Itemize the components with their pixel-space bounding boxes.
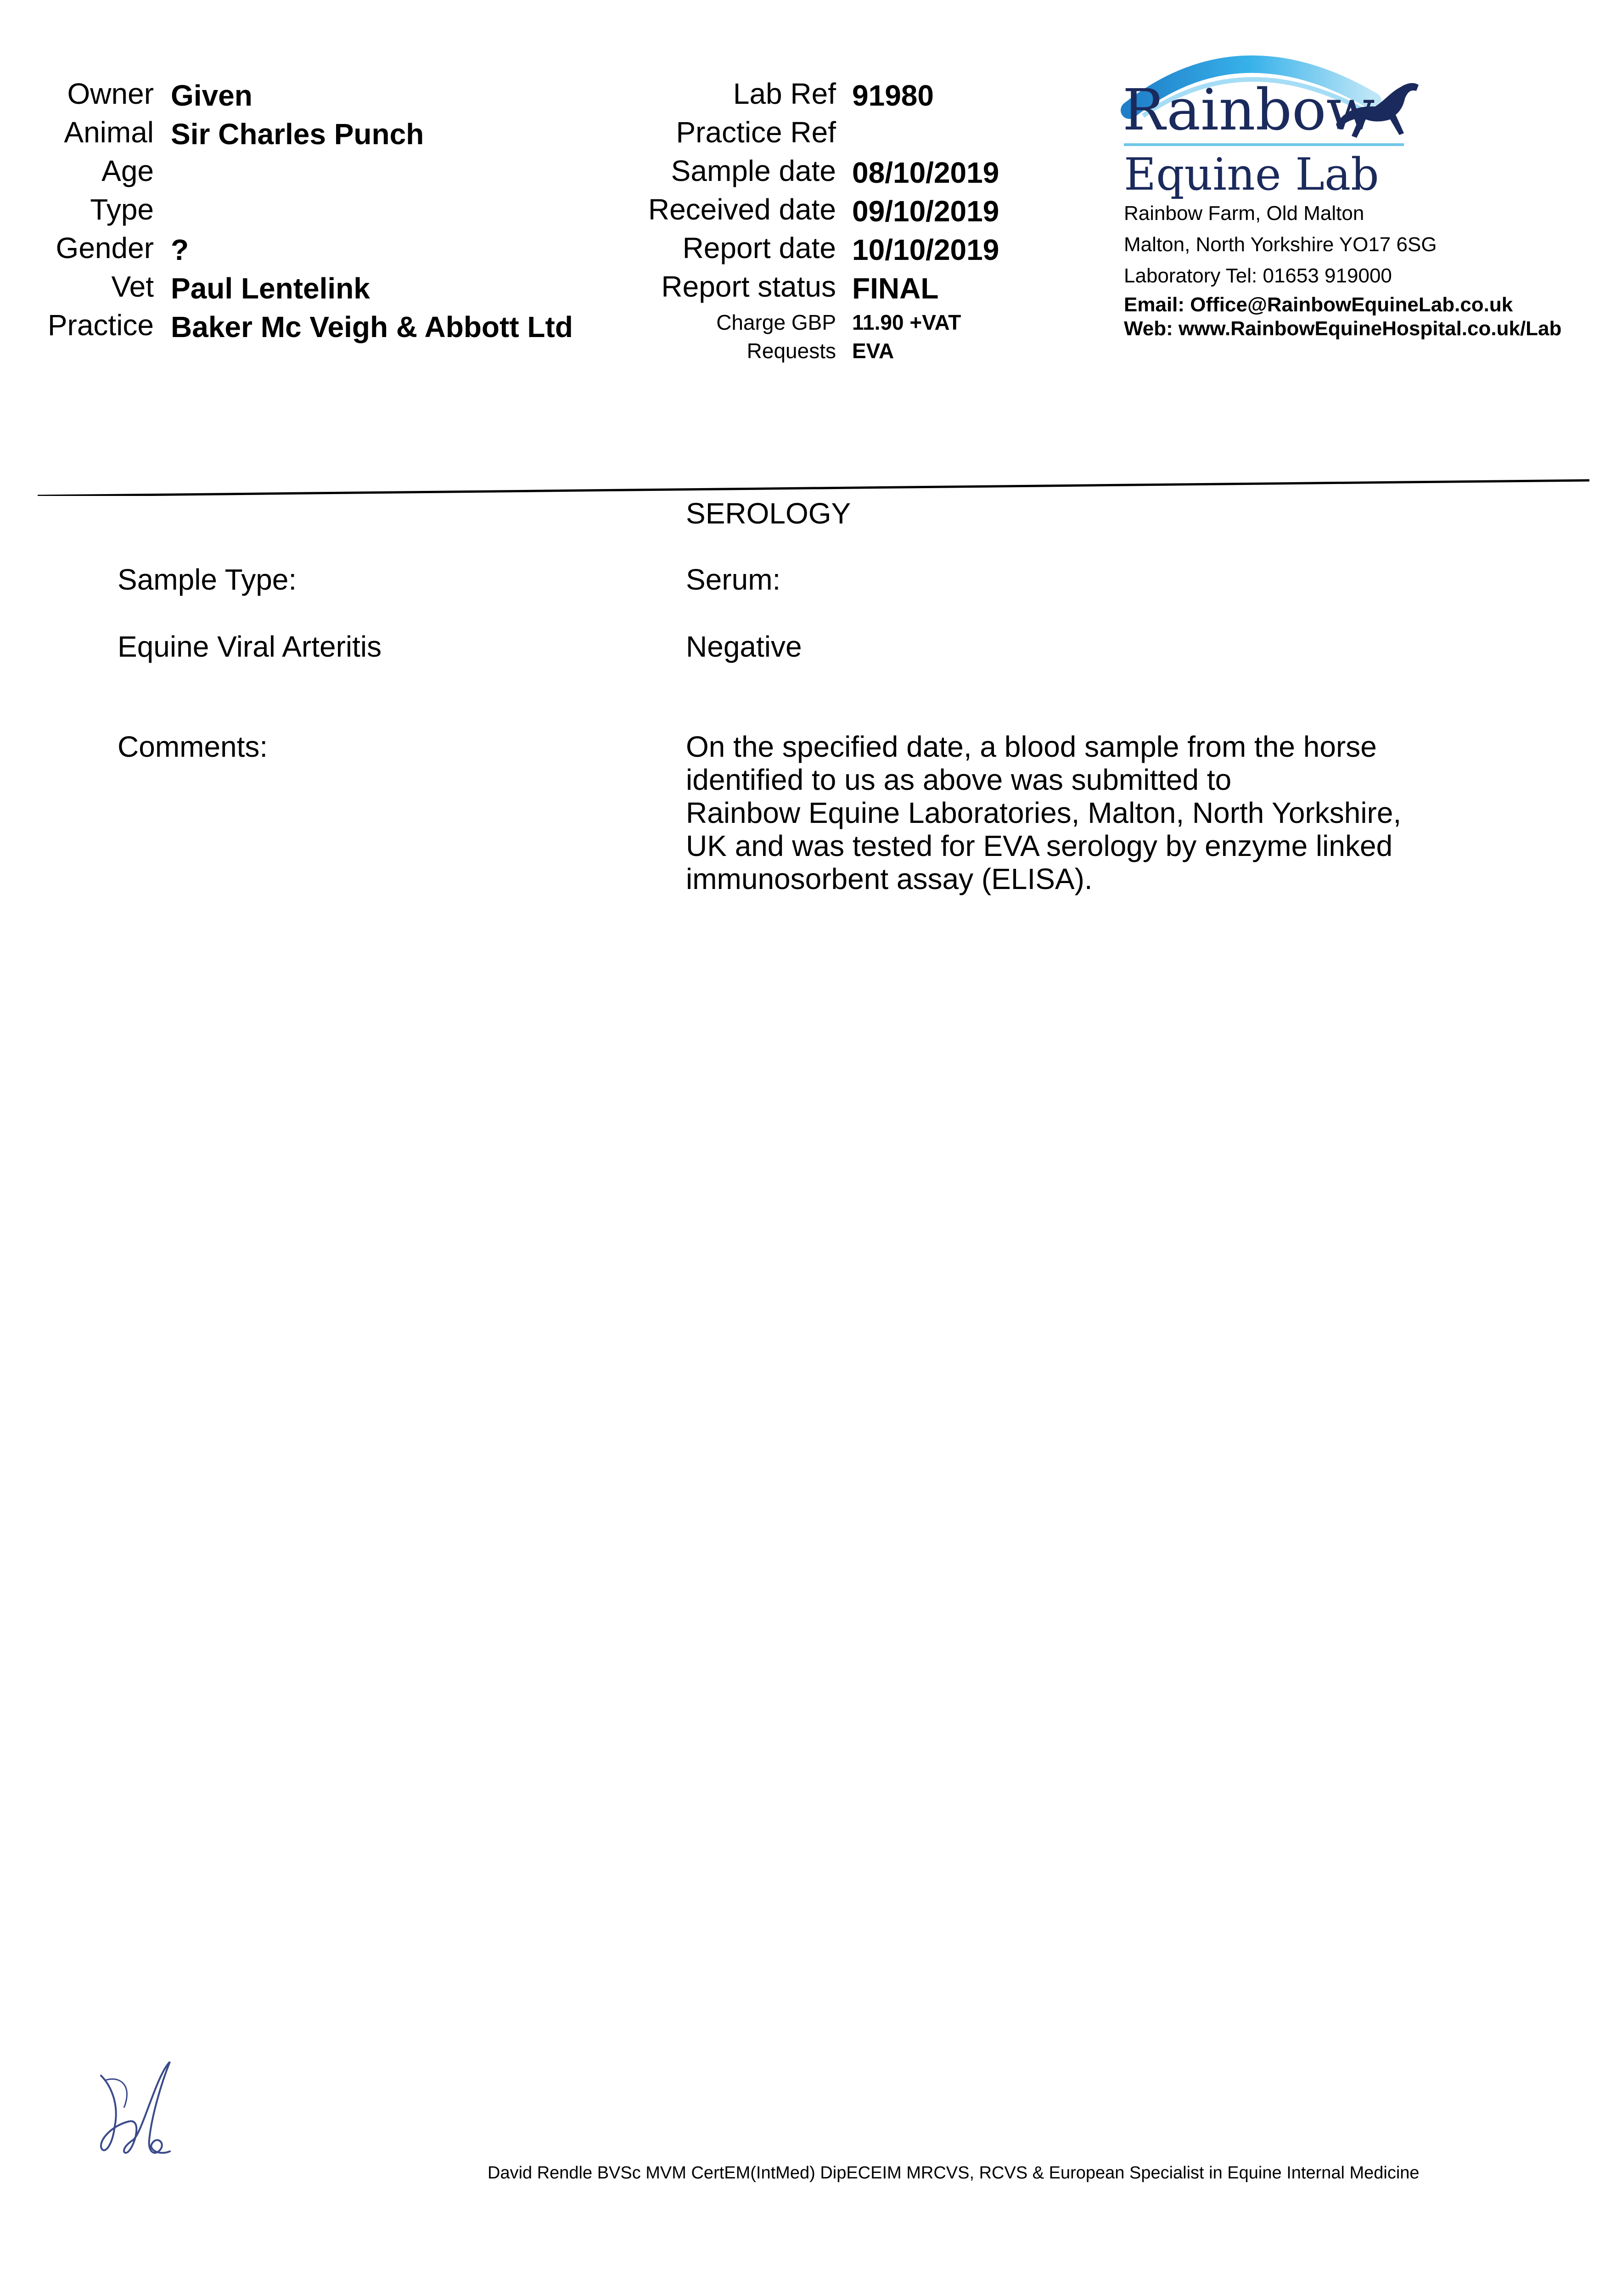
requests-label: Requests	[746, 339, 836, 363]
comment-line: Rainbow Equine Laboratories, Malton, North Yorkshire,	[686, 796, 1402, 829]
comment-line: immunosorbent assay (ELISA).	[686, 862, 1093, 895]
comments-text	[686, 730, 1401, 895]
signatory-footer: David Rendle BVSc MVM CertEM(IntMed) DipECEIM MRCVS, RCVS & European Specialist in Equine Internal Medicine	[488, 2163, 1420, 2183]
section-title: SEROLOGY	[686, 497, 851, 530]
charge-label: Charge GBP	[716, 310, 836, 334]
logo-rainbow-text: Rainbow	[1122, 77, 1375, 143]
requests-value: EVA	[852, 339, 894, 363]
animal-value: Sir Charles Punch	[171, 118, 424, 151]
report-date-label: Report date	[682, 231, 836, 264]
comment-line: UK and was tested for EVA serology by enzyme linked	[686, 829, 1393, 862]
logo-equine-lab-text: Equine Lab	[1124, 149, 1379, 200]
animal-label: Animal	[64, 116, 154, 149]
logo-underline	[1124, 143, 1404, 146]
report-status-label: Report status	[661, 270, 836, 303]
practice-value: Baker Mc Veigh & Abbott Ltd	[171, 310, 573, 343]
header-divider	[0, 468, 1622, 496]
received-date-value: 09/10/2019	[852, 195, 999, 228]
comment-line: On the specified date, a blood sample from the horse	[686, 730, 1377, 763]
age-label: Age	[101, 154, 154, 187]
address-line-1: Rainbow Farm, Old Malton	[1124, 202, 1364, 225]
lab-ref-label: Lab Ref	[733, 77, 836, 110]
owner-value: Given	[171, 79, 253, 112]
owner-label: Owner	[67, 77, 154, 110]
practice-ref-label: Practice Ref	[676, 116, 836, 149]
test-name: Equine Viral Arteritis	[118, 630, 382, 663]
sample-date-label: Sample date	[671, 154, 836, 187]
address-web: Web: www.RainbowEquineHospital.co.uk/Lab	[1124, 317, 1562, 340]
comments-label: Comments:	[118, 730, 268, 763]
report-date-value: 10/10/2019	[852, 233, 999, 266]
sample-type-label: Sample Type:	[118, 563, 297, 596]
charge-value: 11.90 +VAT	[852, 310, 961, 334]
vet-label: Vet	[111, 270, 154, 303]
address-phone: Laboratory Tel: 01653 919000	[1124, 264, 1392, 287]
comment-line: identified to us as above was submitted to	[686, 763, 1232, 796]
lab-ref-value: 91980	[852, 79, 934, 112]
address-line-2: Malton, North Yorkshire YO17 6SG	[1124, 233, 1437, 256]
report-status-value: FINAL	[852, 272, 939, 305]
gender-value: ?	[171, 233, 189, 266]
signature-icon	[92, 2057, 193, 2167]
address-email: Email: Office@RainbowEquineLab.co.uk	[1124, 293, 1513, 316]
sample-date-value: 08/10/2019	[852, 156, 999, 189]
practice-label: Practice	[47, 309, 154, 342]
test-result: Negative	[686, 630, 802, 663]
sample-type-value: Serum:	[686, 563, 781, 596]
gender-label: Gender	[56, 231, 154, 264]
type-label: Type	[90, 193, 154, 226]
received-date-label: Received date	[648, 193, 836, 226]
vet-value: Paul Lentelink	[171, 272, 370, 305]
